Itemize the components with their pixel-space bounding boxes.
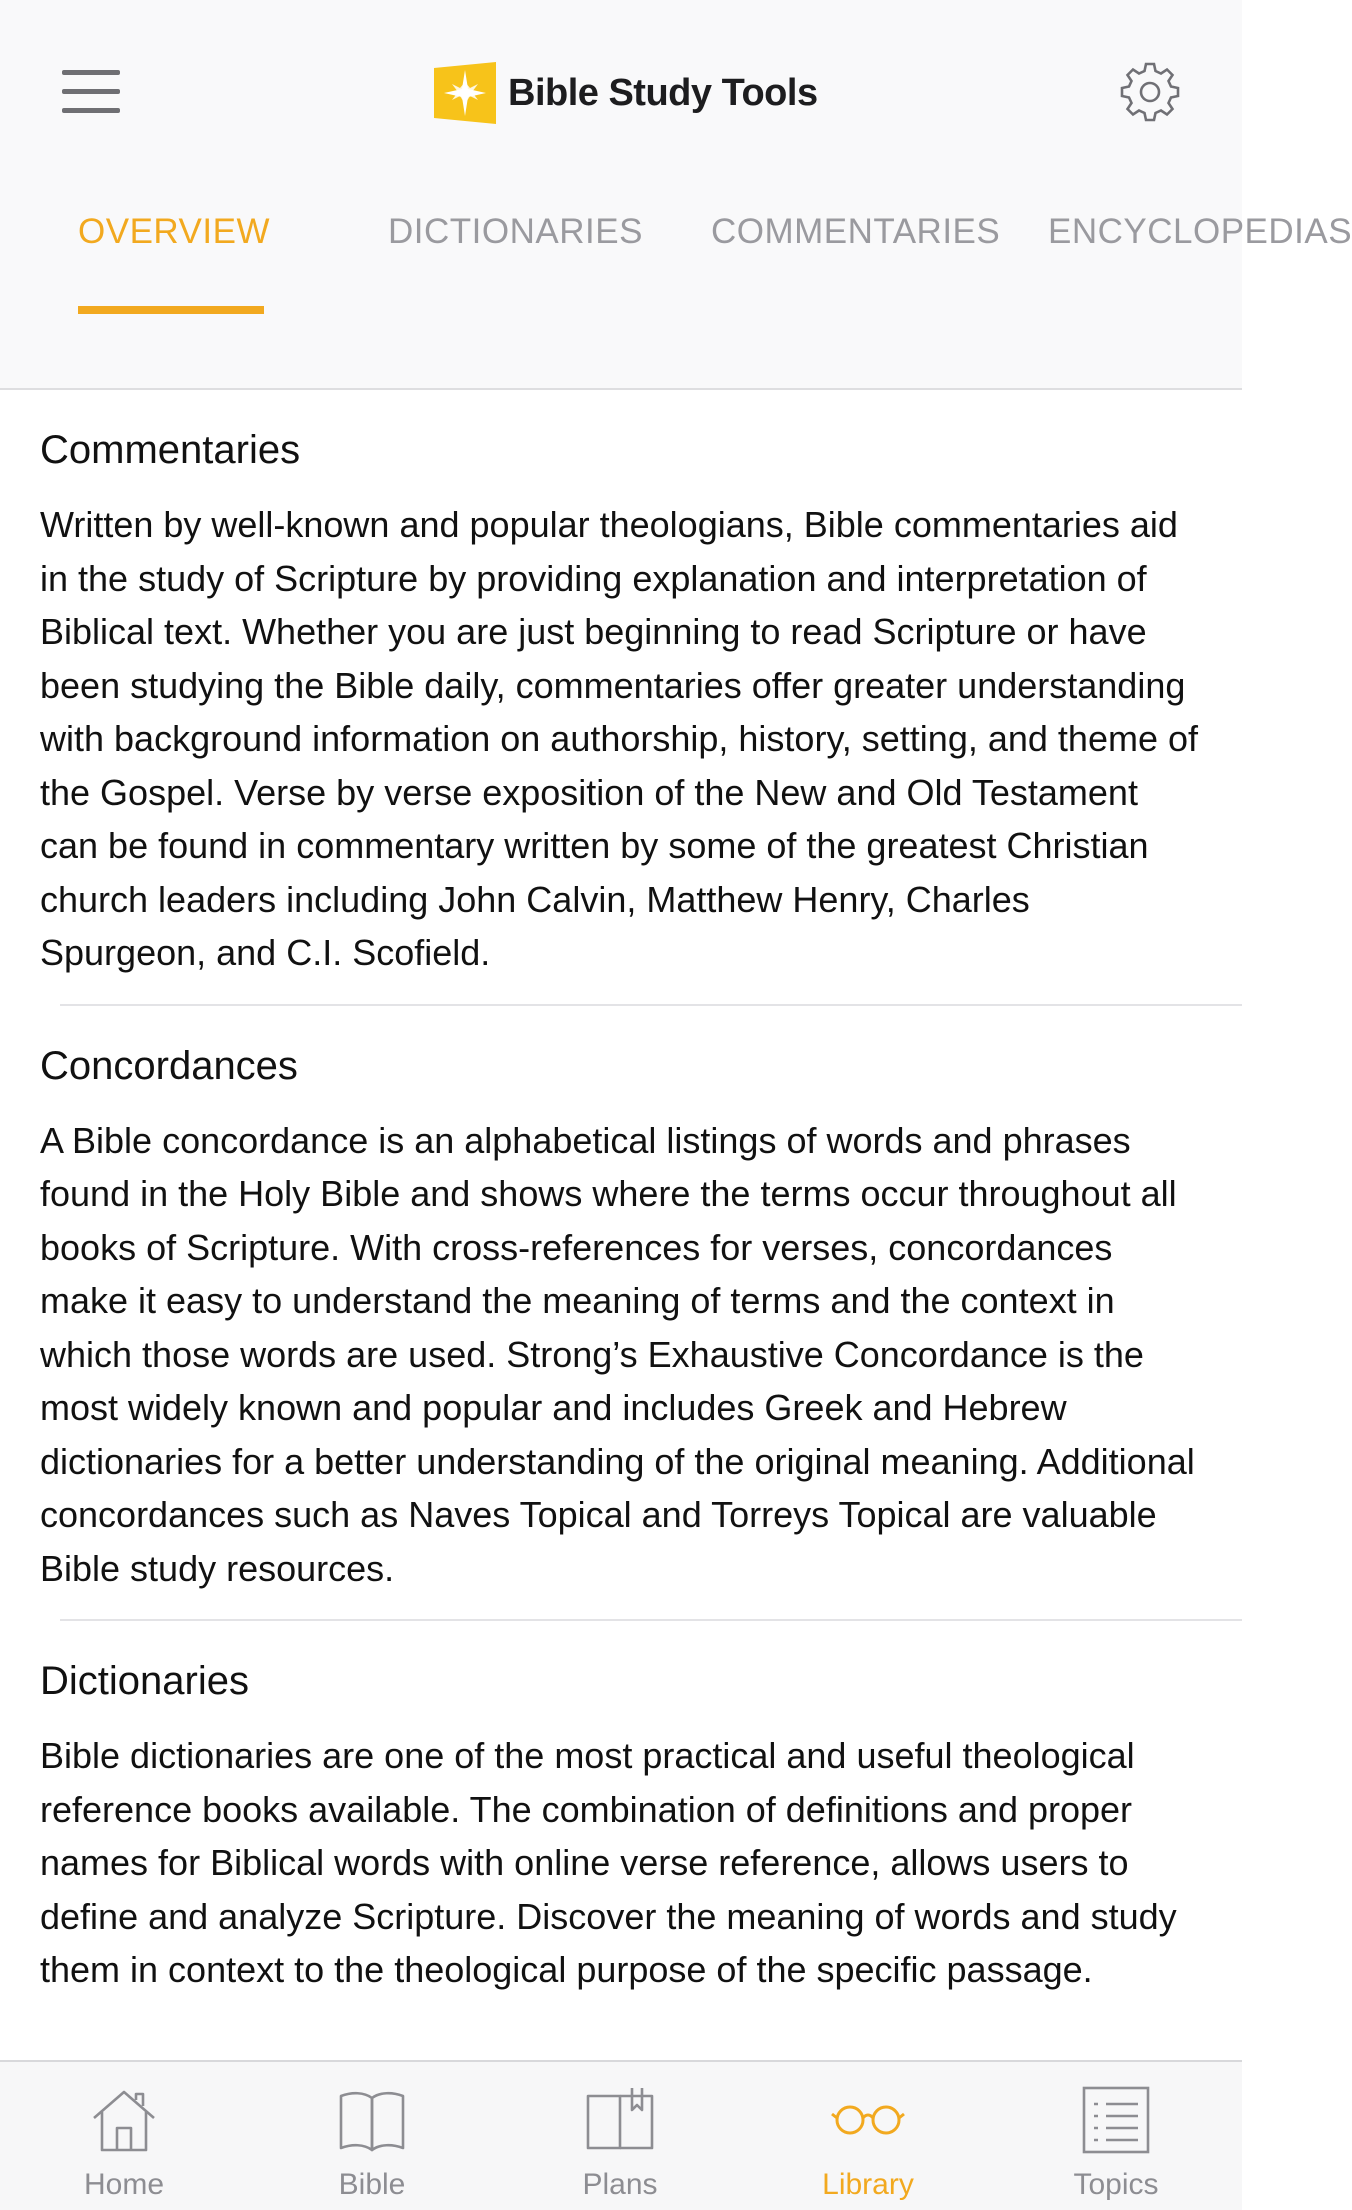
gear-icon[interactable] <box>1120 62 1180 122</box>
logo-star-icon <box>434 62 496 124</box>
home-icon <box>88 2084 160 2156</box>
section-concordances <box>0 1006 1242 1596</box>
tabbar-library[interactable] <box>744 2062 992 2210</box>
app-name: Bible Study Tools <box>508 71 818 114</box>
tab-overview[interactable]: OVERVIEW <box>78 212 271 251</box>
section-commentaries <box>0 390 1242 980</box>
tabbar-topics[interactable] <box>992 2062 1240 2210</box>
tabbar-label: Topics <box>1073 2168 1159 2201</box>
hamburger-menu-icon[interactable] <box>62 70 120 114</box>
bookmark-book-icon <box>584 2084 656 2156</box>
section-body: Written by well-known and popular theologians, Bible commentaries aid in the study of Scripture by providing explanation and interpretation of Biblical text. Whether you are just beginning to read Scripture or have been studying the Bible daily, commentaries offer greater understanding with background information on authorship, history, setting, and theme of the Gospel. Verse by verse exposition of the New and Old Testament can be found in commentary written by some of the greatest Christian church leaders including John Calvin, Matthew Henry, Charles Spurgeon, and C.I. Scofield. <box>40 504 1198 973</box>
active-tab-indicator <box>78 306 264 314</box>
tabbar-label: Library <box>822 2168 914 2201</box>
tabbar-bible[interactable] <box>248 2062 496 2210</box>
book-icon <box>336 2084 408 2156</box>
section-title: Commentaries <box>40 428 301 472</box>
list-icon <box>1080 2084 1152 2156</box>
section-title: Dictionaries <box>40 1659 249 1703</box>
section-title: Concordances <box>40 1043 298 1088</box>
overview-content[interactable] <box>0 390 1242 2060</box>
app-header <box>0 0 1352 390</box>
section-body: A Bible concordance is an alphabetical listings of words and phrases found in the Holy Bible and shows where the terms occur throughout all books of Scripture. With cross-references for verses, concordances make it easy to understand the meaning of terms and the context in which those words are used. Strong’s Exhaustive Concordance is the most widely known and popular and includes Greek and Hebrew dictionaries for a better understanding of the original meaning. Additional concordances such as Naves Topical and Torreys Topical are valuable Bible study resources. <box>40 1119 1195 1589</box>
glasses-icon <box>832 2084 904 2156</box>
tabbar-home[interactable] <box>0 2062 248 2210</box>
section-dictionaries <box>0 1621 1242 1997</box>
tab-encyclopedias[interactable]: ENCYCLOPEDIAS <box>1048 212 1352 251</box>
tabbar-label: Plans <box>582 2168 658 2201</box>
tabbar-label: Home <box>83 2168 165 2201</box>
category-tabs <box>0 200 1352 320</box>
tabbar-label: Bible <box>338 2168 406 2201</box>
bottom-tab-bar <box>0 2060 1242 2210</box>
tab-commentaries[interactable]: COMMENTARIES <box>711 212 1001 251</box>
section-body: Bible dictionaries are one of the most practical and useful theological reference books available. The combination of definitions and proper names for Biblical words with online verse reference, allows users to define and analyze Scripture. Discover the meaning of words and study them in context to the theological purpose of the specific passage. <box>40 1735 1177 1990</box>
tabbar-plans[interactable] <box>496 2062 744 2210</box>
tab-dictionaries[interactable]: DICTIONARIES <box>388 212 643 251</box>
app-logo <box>434 60 818 126</box>
